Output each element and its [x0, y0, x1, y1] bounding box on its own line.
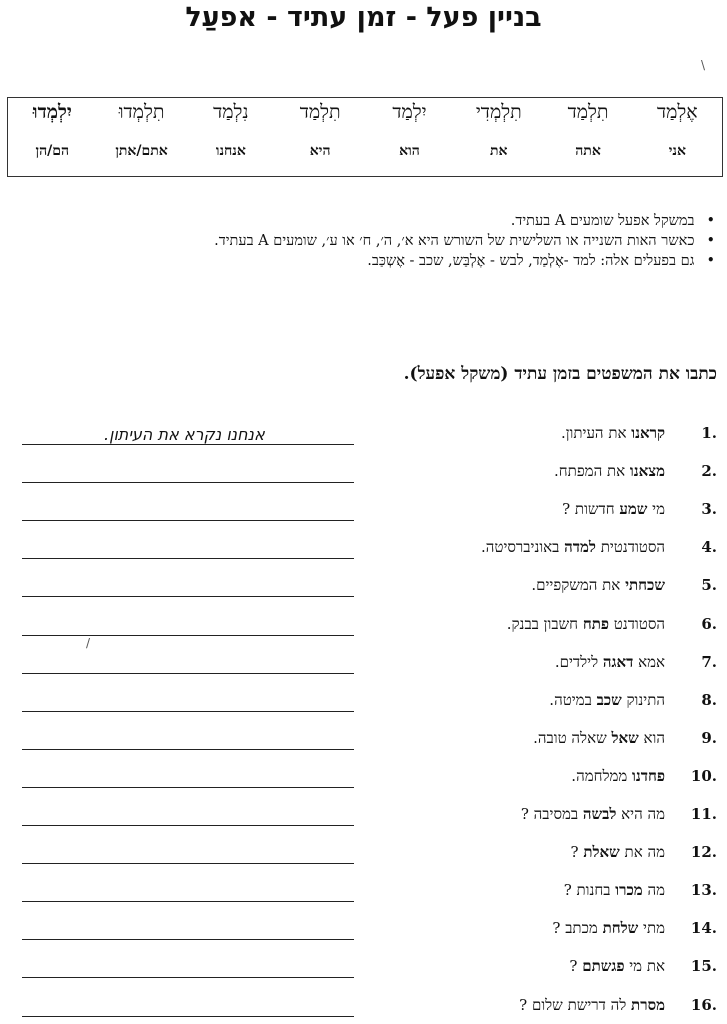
sentence-rest: שאלה טובה.	[533, 728, 612, 747]
sentence-rest: את המפתח.	[554, 462, 630, 481]
page-title: בניין פעל - זמן עתיד - אפעַל	[185, 2, 542, 33]
sentence-prefix: התינוק	[621, 690, 665, 709]
past-tense-verb: פחדנו	[632, 766, 665, 785]
answer-line[interactable]	[22, 635, 354, 636]
pronoun: אני	[668, 143, 686, 159]
past-tense-verb: דאגה	[602, 652, 634, 671]
sentence-rest: מכתב ?	[552, 919, 603, 938]
exercise-sentence	[555, 653, 665, 672]
verb-form: יִלְמַד	[392, 101, 427, 123]
past-tense-verb: מצאנו	[629, 462, 665, 481]
exercise-number: .11	[690, 805, 717, 823]
sentence-prefix: מה היא	[616, 805, 665, 823]
sentence-prefix: מתי	[638, 919, 665, 938]
exercise-number: .7	[701, 652, 717, 671]
exercise-number: .2	[701, 462, 717, 481]
answer-line[interactable]	[22, 901, 354, 902]
exercise-sentence	[571, 767, 665, 786]
answer-line[interactable]	[22, 444, 354, 445]
exercise-number: .3	[701, 500, 717, 519]
exercise-item	[531, 576, 717, 595]
exercise-number: .16	[690, 995, 717, 1014]
answer-line[interactable]	[22, 558, 354, 559]
scan-mark: /	[86, 636, 91, 650]
exercise-sentence	[519, 996, 665, 1015]
exercise-item	[552, 919, 717, 938]
sentence-rest: חדשות ?	[562, 500, 620, 519]
past-tense-verb: קראנו	[631, 424, 665, 442]
exercise-item	[533, 729, 717, 748]
answer-line[interactable]	[22, 673, 354, 674]
answer-line[interactable]	[22, 711, 354, 712]
past-tense-verb: לבשה	[582, 805, 617, 823]
exercise-number: .8	[701, 690, 717, 709]
sentence-rest: את העיתון.	[560, 424, 632, 442]
answer-line[interactable]	[22, 787, 354, 788]
pronoun: את	[489, 143, 508, 159]
scan-mark: \	[701, 58, 706, 72]
conjugation-table	[7, 97, 723, 177]
rule-item: • גם בפעלים אלה: למד -אֶלְמַד, לבש - אֶלְבַּש, שכב - אֶשְכַּב.	[214, 251, 715, 271]
exercise-item	[562, 500, 717, 519]
answer-line[interactable]	[22, 977, 354, 978]
pronoun: אתם/אתן	[115, 143, 168, 159]
sentence-rest: במסיבה ?	[520, 805, 583, 823]
exercise-sentence	[531, 576, 665, 595]
exercise-sentence	[507, 615, 665, 634]
sentence-prefix: מי	[647, 500, 665, 519]
past-tense-verb: מכרו	[615, 881, 643, 900]
past-tense-verb: שאלת	[583, 843, 620, 862]
past-tense-verb: שכחתי	[625, 576, 665, 595]
exercise-item	[549, 691, 717, 710]
pronoun: היא	[309, 143, 331, 159]
exercise-sentence	[569, 957, 665, 976]
sentence-rest: ממלחמה.	[571, 766, 633, 785]
exercise-sentence	[552, 919, 665, 938]
conjugation-forms-row	[6, 101, 722, 124]
exercise-item	[564, 881, 717, 900]
pronoun: אתה	[575, 143, 601, 159]
verb-form: תִלְמְדוּ	[118, 101, 165, 123]
exercise-number: .10	[690, 766, 717, 785]
exercise-number: .6	[701, 614, 717, 633]
exercise-number: .12	[690, 843, 717, 862]
pronoun: אנחנו	[215, 143, 246, 159]
answer-line[interactable]	[22, 1016, 354, 1017]
exercise-number: .13	[690, 881, 717, 900]
past-tense-verb: פגשתם	[582, 957, 625, 976]
exercise-instruction: כתבו את המשפטים בזמן עתיד (משקל אפעל).	[403, 364, 717, 384]
exercise-item	[555, 653, 717, 672]
exercise-item	[481, 538, 717, 557]
example-answer: אנחנו נקרא את העיתון.	[104, 425, 265, 444]
past-tense-verb: למדה	[564, 538, 596, 557]
exercise-sentence	[564, 881, 665, 900]
verb-form: אֶלְמַד	[657, 101, 698, 123]
sentence-rest: לה דרישת שלום ?	[519, 995, 632, 1014]
sentence-rest: חשבון בבנק.	[506, 614, 583, 633]
verb-form: יִלְמְדוּ	[32, 101, 72, 123]
exercise-sentence	[549, 691, 665, 710]
sentence-rest: בחנות ?	[563, 881, 616, 900]
past-tense-verb: שאל	[611, 728, 639, 747]
exercise-item	[561, 424, 717, 443]
sentence-prefix: אמא	[633, 652, 665, 671]
pronoun: הם/הן	[35, 143, 70, 159]
sentence-prefix: את מי	[624, 957, 665, 976]
exercise-item	[521, 805, 717, 824]
sentence-prefix: מה את	[619, 843, 665, 862]
sentence-prefix: מה	[642, 881, 665, 900]
answer-line[interactable]	[22, 520, 354, 521]
past-tense-verb: שכב	[596, 690, 622, 709]
exercise-sentence	[521, 805, 665, 824]
sentence-rest: לילדים.	[554, 652, 603, 671]
answer-line[interactable]	[22, 482, 354, 483]
sentence-rest: במיטה.	[549, 690, 597, 709]
exercise-item	[569, 957, 717, 976]
exercise-sentence	[554, 462, 665, 481]
exercise-sentence	[533, 729, 665, 748]
rule-item: • במשקל אפעל שומעים A בעתיד.	[214, 211, 715, 231]
exercise-item	[554, 462, 717, 481]
exercise-number: .15	[690, 957, 717, 976]
exercise-number: .14	[690, 919, 717, 938]
answer-line[interactable]	[22, 939, 354, 940]
past-tense-verb: שמע	[619, 500, 648, 519]
rule-item: • כאשר האות השנייה או השלישית של השורש היא א׳, ה׳, ח׳ או ע׳, שומעים A בעתיד.	[214, 231, 715, 251]
grammar-rules-list	[214, 211, 715, 271]
sentence-rest: ?	[569, 957, 583, 976]
exercise-item	[519, 996, 717, 1015]
conjugation-pronouns-row	[6, 143, 722, 160]
exercise-number: .4	[701, 538, 717, 557]
exercise-sentence	[481, 538, 665, 557]
exercise-item	[507, 615, 717, 634]
exercise-sentence	[571, 843, 665, 862]
sentence-prefix: הוא	[638, 728, 665, 747]
exercise-item	[571, 767, 717, 786]
sentence-rest: באוניברסיטה.	[481, 538, 565, 557]
answer-line[interactable]	[22, 596, 354, 597]
sentence-prefix: הסטודנט	[609, 614, 665, 633]
verb-form: תִלְמְדִי	[475, 101, 522, 123]
exercise-sentence	[562, 500, 665, 519]
sentence-rest: ?	[570, 843, 584, 862]
past-tense-verb: פתח	[582, 614, 610, 633]
verb-form: תִלְמַד	[567, 101, 609, 123]
sentence-prefix: הסטודנטית	[595, 538, 665, 557]
exercise-number: .5	[701, 576, 717, 595]
exercise-number: .9	[701, 728, 717, 747]
exercise-item	[571, 843, 717, 862]
past-tense-verb: מסרת	[631, 995, 665, 1014]
exercise-sentence	[561, 424, 665, 443]
sentence-rest: את המשקפיים.	[531, 576, 626, 595]
answer-line[interactable]	[22, 825, 354, 826]
verb-form: נִלְמַד	[213, 101, 249, 123]
past-tense-verb: שלחת	[602, 919, 639, 938]
exercise-number: .1	[701, 424, 717, 442]
answer-line[interactable]	[22, 863, 354, 864]
answer-line[interactable]	[22, 749, 354, 750]
pronoun: הוא	[399, 143, 420, 159]
verb-form: תִלְמַד	[299, 101, 341, 123]
